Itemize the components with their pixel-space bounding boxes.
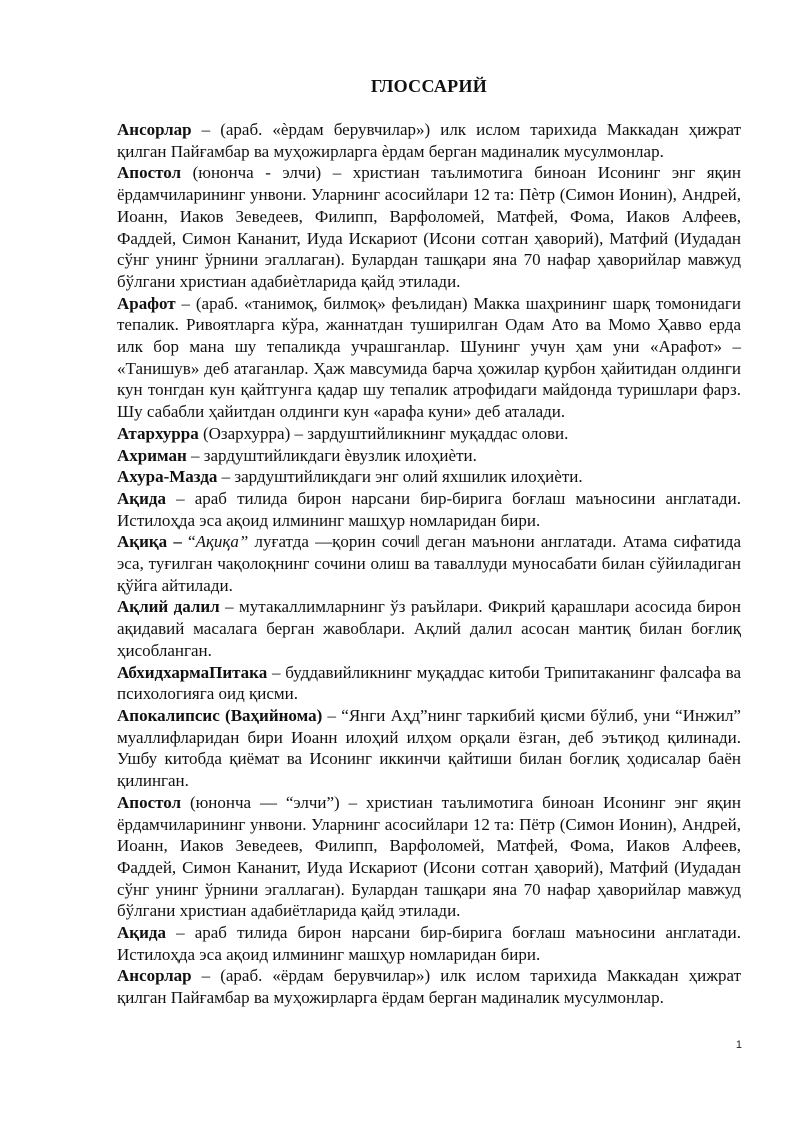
page-title: ГЛОССАРИЙ <box>370 76 488 96</box>
page-number: 1 <box>735 1039 742 1051</box>
glossary-definition: – зардуштийликдаги энг олий яхшилик илоҳиѐти. <box>217 467 583 487</box>
glossary-entry <box>117 705 741 792</box>
glossary-definition: (юнонча - элчи) – христиан таълимотига биноан Исонинг энг яқин ёрдамчиларининг унвони. Уларнинг асосийлари 12 та: Пѐтр (Симон Ионин), Андрей, Иоанн, Иаков Зеведеев, Филипп, Варфоломей, Матфей, Фома, Иаков Алфеев, Фаддей, Симон Кананит, Иуда Искариот (Исони сотган ҳаворий), Матфий (Иудадан сўнг унинг ўрнини эгаллаган). Булардан ташқари яна 70 нафар ҳаворийлар мавжуд бўлгани христиан адабиѐтларида қайд этилади. <box>117 163 741 291</box>
glossary-entry <box>117 792 741 922</box>
glossary-entry <box>117 466 741 488</box>
glossary-term: Ақиқа – <box>117 532 182 552</box>
glossary-entry <box>117 488 741 531</box>
glossary-term: Ақида <box>117 488 166 508</box>
glossary-term: Арафот <box>117 293 176 313</box>
glossary-term: Апокалипсис (Ваҳийнома) <box>117 705 323 725</box>
glossary-entry <box>117 293 741 423</box>
glossary-term: Ахура-Мазда <box>117 467 218 487</box>
glossary-entry <box>117 531 741 596</box>
glossary-definition: – (араб. «ёрдам берувчилар») илк ислом тарихида Маккадан ҳижрат қилган Пайғамбар ва муҳожирларга ёрдам берган мадиналик мусулмонлар. <box>117 966 741 1008</box>
glossary-term: Ақлий далил <box>117 597 220 617</box>
glossary-definition: (Озархурра) – зардуштийликнинг муқаддас олови. <box>198 423 569 443</box>
glossary-definition: – араб тилида бирон нарсани бир-бирига боғлаш маъносини англатади. Истилоҳда эса ақоид илмининг машҳур номларидан бири. <box>117 923 741 964</box>
glossary-term: Атархурра <box>117 423 199 443</box>
glossary-entry <box>117 119 741 162</box>
glossary-entry <box>117 965 741 1008</box>
glossary-definition: (юнонча — “элчи”) – христиан таълимотига биноан Исонинг энг яқин ёрдамчиларининг унвони. Уларнинг асосийлари 12 та: Пётр (Симон Ионин), Андрей, Иоанн, Иаков Зеведеев, Филипп, Варфоломей, Матфей, Фома, Иаков Алфеев, Фаддей, Симон Кананит, Иуда Искариот (Исони сотган ҳаворий), Матфий (Иудадан сўнг унинг ўрнини эгаллаган). Булардан ташқари яна 70 нафар ҳаворийлар мавжуд бўлгани христиан адабиётларида қайд этилади. <box>117 792 741 921</box>
glossary-term: Ахриман <box>117 445 187 465</box>
glossary-quote-open: “ <box>181 532 196 552</box>
glossary-entry <box>117 922 741 965</box>
glossary-entry <box>117 662 741 705</box>
glossary-body <box>117 119 741 1009</box>
glossary-definition: – зардуштийликдаги ѐвузлик илоҳиѐти. <box>186 445 477 465</box>
glossary-definition: – буддавийликнинг муқаддас китоби Трипитаканинг фалсафа ва психологияга оид қисми. <box>117 662 741 704</box>
glossary-entry <box>117 162 741 292</box>
glossary-definition: – мутакаллимларнинг ўз раъйлари. Фикрий қарашлари асосида бирон ақидавий масалага берган жавоблари. Ақлий далил асосан мантиқ билан боғлиқ ҳисобланган. <box>117 597 741 660</box>
glossary-definition: – (араб. «танимоқ, билмоқ» феълидан) Макка шаҳрининг шарқ томонидаги тепалик. Ривоятларга кўра, жаннатдан туширилган Одам Ато ва Момо Ҳавво ерда илк бор мана шу тепаликда учрашганлар. Шунинг учун ҳам уни «Арафот» – «Танишув» деб атаганлар. Ҳаж мавсумида барча ҳожилар қурбон ҳайитидан олдинги кун тонгдан кун қайтгунга қадар шу тепалик атрофидаги майдонда туришлари фарз. Шу сабабли ҳайитдан олдинги кун «арафа куни» деб аталади. <box>117 293 741 422</box>
glossary-definition: – “Янги Аҳд”нинг таркибий қисми бўлиб, уни “Инжил” муаллифларидан бири Иоанн илоҳий илҳом орқали ёзган, деб эътиқод қилинади. Ушбу китобда қиёмат ва Исонинг иккинчи қайтиши билан боғлиқ ҳодисалар баён қилинган. <box>117 705 741 791</box>
glossary-entry <box>117 445 741 467</box>
glossary-term: Апостол <box>117 163 182 183</box>
glossary-definition: луғатда ―қорин сочи‖ деган маънони англатади. Атама сифатида эса, туғилган чақолоқнинг сочини олиш ва таваллуди муносабати билан сўйиладиган қўйга айтилади. <box>117 532 742 595</box>
glossary-term: АбхидхармаПитака <box>117 662 268 682</box>
glossary-term: Апостол <box>117 792 182 812</box>
glossary-term: Ансорлар <box>117 120 192 139</box>
glossary-entry <box>117 596 741 661</box>
glossary-term: Ансорлар <box>117 966 192 986</box>
glossary-definition: – (араб. «ѐрдам берувчилар») илк ислом тарихида Маккадан ҳижрат қилган Пайғамбар ва муҳожирларга ѐрдам берган мадиналик мусулмонлар. <box>117 120 741 161</box>
glossary-entry <box>117 423 741 445</box>
glossary-term: Ақида <box>117 923 166 943</box>
glossary-italic-term: Ақиқа” <box>195 532 249 552</box>
glossary-definition: – араб тилида бирон нарсани бир-бирига боғлаш маъносини англатади. Истилоҳда эса ақоид илмининг машҳур номларидан бири. <box>117 488 741 530</box>
